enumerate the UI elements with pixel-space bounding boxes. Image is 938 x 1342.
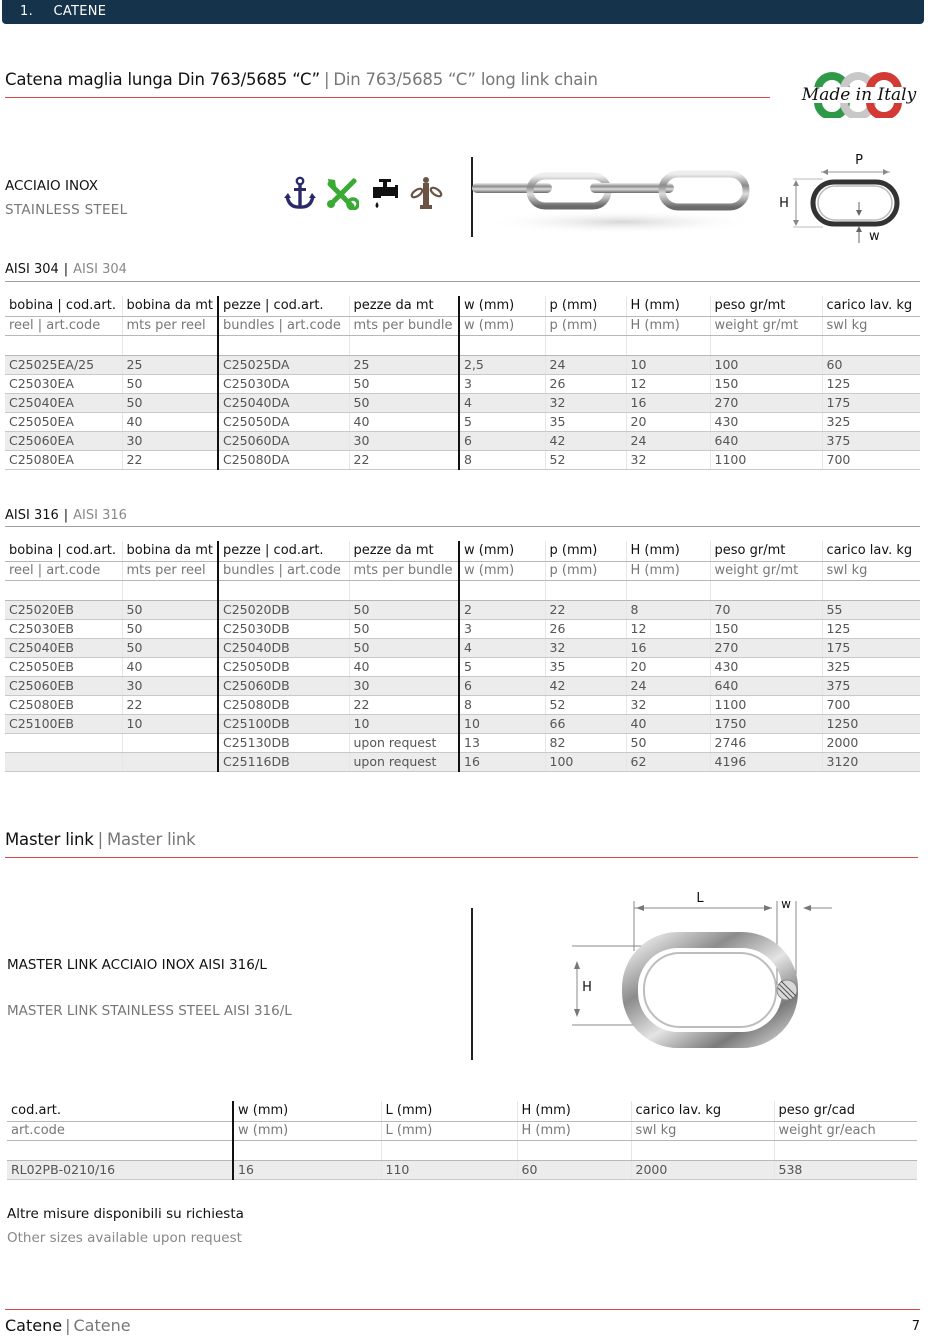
table-row-cell: 2000 — [631, 1160, 774, 1179]
table-row-cell: 30 — [122, 676, 218, 695]
table-row-cell: C25060DB — [218, 676, 349, 695]
table-row-cell: 50 — [349, 600, 459, 619]
footer-title-en: Catene — [73, 1316, 131, 1335]
header-row-en-cell: p (mm) — [545, 316, 626, 335]
table-row-cell: C25040DB — [218, 638, 349, 657]
header-row-en-cell: swl kg — [822, 316, 920, 335]
spacer-row-cell — [459, 335, 545, 355]
table-row-cell: C25130DB — [218, 733, 349, 752]
header-row-en-cell: swl kg — [822, 561, 920, 580]
diagram-label-p: P — [855, 153, 863, 168]
material-en: STAINLESS STEEL — [5, 202, 128, 218]
header-row-it-cell: H (mm) — [626, 541, 710, 561]
table-row-cell: 16 — [233, 1160, 381, 1179]
header-row-en-cell: w (mm) — [459, 316, 545, 335]
table-row-cell: 150 — [710, 619, 822, 638]
table-row-cell: 325 — [822, 412, 920, 431]
table-row-cell: 8 — [626, 600, 710, 619]
spacer-row-cell — [545, 580, 626, 600]
chain-photo — [472, 160, 762, 240]
table-row-cell: 110 — [381, 1160, 517, 1179]
aisi-316-table — [5, 541, 920, 772]
master-link-desc-it: MASTER LINK ACCIAIO INOX AISI 316/L — [7, 957, 267, 973]
table-row-cell: 50 — [122, 393, 218, 412]
spacer-row-cell — [233, 1140, 381, 1160]
table-row-cell — [122, 733, 218, 752]
table-row — [5, 733, 920, 752]
header-row-en-cell: weight gr/mt — [710, 316, 822, 335]
table-row-cell: 22 — [122, 695, 218, 714]
table-row-cell — [122, 752, 218, 771]
table-row-cell: C25050EB — [5, 657, 122, 676]
table-row-cell: 4 — [459, 393, 545, 412]
table-row-cell: C25080EA — [5, 450, 122, 469]
material-it: ACCIAIO INOX — [5, 178, 99, 194]
header-row-it-cell: peso gr/mt — [710, 296, 822, 316]
table-row-cell: 3120 — [822, 752, 920, 771]
aisi-304-label-it: AISI 304 — [5, 262, 59, 277]
header-row-en-cell: weight gr/mt — [710, 561, 822, 580]
table-row-cell: 32 — [545, 393, 626, 412]
table-row-cell: upon request — [349, 752, 459, 771]
spacer-row-cell — [710, 580, 822, 600]
aisi-304-rule — [5, 281, 920, 282]
aisi-304-separator: | — [63, 262, 69, 277]
footer-title — [5, 1316, 131, 1335]
header-row-it-cell: H (mm) — [626, 296, 710, 316]
table-row-cell: 82 — [545, 733, 626, 752]
header-row-en-cell: art.code — [7, 1121, 233, 1140]
availability-note-en: Other sizes available upon request — [7, 1230, 242, 1246]
table-row-cell: C25116DB — [218, 752, 349, 771]
spacer-row-cell — [626, 580, 710, 600]
table-row-cell: 640 — [710, 431, 822, 450]
water-tap-icon — [367, 176, 401, 210]
table-row-cell: 24 — [545, 355, 626, 374]
spacer-row — [5, 335, 920, 355]
spacer-row-cell — [822, 580, 920, 600]
made-in-italy-logo — [796, 68, 922, 118]
table-row-cell: 30 — [349, 676, 459, 695]
master-link-title-it: Master link — [5, 830, 94, 849]
table-row-cell: 1250 — [822, 714, 920, 733]
table-row-cell: upon request — [349, 733, 459, 752]
table-row — [5, 638, 920, 657]
table-row-cell: 52 — [545, 450, 626, 469]
availability-note-it: Altre misure disponibili su richiesta — [7, 1206, 244, 1222]
header-row-en-cell: swl kg — [631, 1121, 774, 1140]
header-row-it-cell: w (mm) — [459, 541, 545, 561]
header-row-en-cell: H (mm) — [626, 316, 710, 335]
table-row — [5, 657, 920, 676]
table-row-cell: C25020EB — [5, 600, 122, 619]
table-row-cell: 6 — [459, 676, 545, 695]
table-row-cell: 26 — [545, 619, 626, 638]
table-row-cell: 325 — [822, 657, 920, 676]
spacer-row — [7, 1140, 917, 1160]
table-row-cell: 5 — [459, 657, 545, 676]
table-row-cell: 30 — [349, 431, 459, 450]
diagram-label-h: H — [779, 196, 789, 211]
header-row-it-cell: bobina da mt — [122, 296, 218, 316]
table-row-cell: 52 — [545, 695, 626, 714]
ml-label-w: w — [781, 897, 791, 911]
table-row-cell: 6 — [459, 431, 545, 450]
table-row-cell: 32 — [545, 638, 626, 657]
table-row-cell: 50 — [626, 733, 710, 752]
table-row-cell: 42 — [545, 431, 626, 450]
table-row-cell: 50 — [349, 374, 459, 393]
table-row — [5, 695, 920, 714]
table-row-cell: C25030DA — [218, 374, 349, 393]
spacer-row-cell — [7, 1140, 233, 1160]
chain-link-dimension-diagram — [775, 150, 915, 245]
table-row-cell: 26 — [545, 374, 626, 393]
table-row-cell: 25 — [122, 355, 218, 374]
table-row-cell: 1100 — [710, 450, 822, 469]
table-row — [5, 431, 920, 450]
table-row-cell: 175 — [822, 393, 920, 412]
table-row-cell: C25100EB — [5, 714, 122, 733]
header-row-it-cell: peso gr/cad — [774, 1101, 917, 1121]
header-row-it-cell: carico lav. kg — [822, 541, 920, 561]
table-row-cell: 125 — [822, 619, 920, 638]
anchor-icon — [283, 176, 317, 210]
header-row-en-cell: bundles | art.code — [218, 316, 349, 335]
section-header-bar — [2, 0, 924, 24]
table-row-cell: 640 — [710, 676, 822, 695]
aisi-316-separator: | — [63, 508, 69, 523]
aisi-304-heading — [5, 262, 127, 277]
header-row-en-cell: reel | art.code — [5, 561, 122, 580]
bollard-chain-icon — [409, 176, 443, 210]
spacer-row-cell — [381, 1140, 517, 1160]
table-row-cell: 40 — [349, 657, 459, 676]
master-link-underline — [5, 857, 918, 858]
table-row-cell: C25040EA — [5, 393, 122, 412]
table-row-cell: 32 — [626, 695, 710, 714]
table-row-cell: 40 — [349, 412, 459, 431]
footer-title-it: Catene — [5, 1316, 63, 1335]
master-link-table — [7, 1101, 917, 1180]
product-title-it: Catena maglia lunga Din 763/5685 “C” — [5, 70, 320, 89]
table-row-cell: C25060DA — [218, 431, 349, 450]
table-row-cell: 700 — [822, 695, 920, 714]
table-row-cell: 3 — [459, 374, 545, 393]
table-row-cell: 16 — [626, 638, 710, 657]
header-row-en-cell: mts per reel — [122, 561, 218, 580]
table-row — [5, 619, 920, 638]
table-row-cell: 4196 — [710, 752, 822, 771]
table-row — [5, 600, 920, 619]
table-row-cell: 375 — [822, 431, 920, 450]
table-row — [5, 355, 920, 374]
header-row-en-cell: weight gr/each — [774, 1121, 917, 1140]
header-row-it-cell: carico lav. kg — [631, 1101, 774, 1121]
spacer-row-cell — [631, 1140, 774, 1160]
table-row-cell: 40 — [626, 714, 710, 733]
table-row-cell: 8 — [459, 695, 545, 714]
table-row-cell: 50 — [122, 638, 218, 657]
spacer-row-cell — [218, 335, 349, 355]
header-row-it-cell: carico lav. kg — [822, 296, 920, 316]
table-row-cell: C25020DB — [218, 600, 349, 619]
master-link-title — [5, 830, 196, 849]
table-row-cell: 40 — [122, 412, 218, 431]
table-row — [5, 714, 920, 733]
table-row-cell: 4 — [459, 638, 545, 657]
header-row-it — [7, 1101, 917, 1121]
table-row-cell: C25025EA/25 — [5, 355, 122, 374]
footer-separator: | — [65, 1316, 71, 1335]
table-row-cell: 2746 — [710, 733, 822, 752]
table-row-cell: C25030EB — [5, 619, 122, 638]
master-link-separator: | — [97, 830, 103, 849]
header-row-it-cell: bobina da mt — [122, 541, 218, 561]
table-row-cell: 375 — [822, 676, 920, 695]
header-row-it-cell: pezze da mt — [349, 296, 459, 316]
section-label: CATENE — [53, 4, 107, 19]
table-row-cell: C25060EA — [5, 431, 122, 450]
spacer-row-cell — [774, 1140, 917, 1160]
header-row-it-cell: L (mm) — [381, 1101, 517, 1121]
table-row — [5, 374, 920, 393]
table-row-cell: 22 — [349, 450, 459, 469]
spacer-row-cell — [218, 580, 349, 600]
table-row-cell: C25080DA — [218, 450, 349, 469]
header-row-it-cell: pezze | cod.art. — [218, 541, 349, 561]
header-row-it-cell: cod.art. — [7, 1101, 233, 1121]
table-row-cell: 1100 — [710, 695, 822, 714]
table-row-cell: 24 — [626, 431, 710, 450]
title-separator: | — [324, 70, 330, 89]
product-title-en: Din 763/5685 “C” long link chain — [333, 70, 598, 89]
header-row-en-cell: p (mm) — [545, 561, 626, 580]
tools-icon — [325, 176, 359, 210]
table-row-cell: 50 — [122, 374, 218, 393]
table-row-cell: 538 — [774, 1160, 917, 1179]
table-row-cell: 55 — [822, 600, 920, 619]
table-row-cell: 66 — [545, 714, 626, 733]
master-link-photo — [572, 885, 837, 1055]
table-row-cell: C25040DA — [218, 393, 349, 412]
spacer-row — [5, 580, 920, 600]
aisi-316-label-it: AISI 316 — [5, 508, 59, 523]
master-link-divider — [471, 908, 473, 1060]
table-row — [5, 393, 920, 412]
header-row-it-cell: w (mm) — [233, 1101, 381, 1121]
header-row-it-cell: peso gr/mt — [710, 541, 822, 561]
table-row — [5, 450, 920, 469]
header-row-it-cell: p (mm) — [545, 296, 626, 316]
diagram-label-w: w — [869, 229, 880, 244]
spacer-row-cell — [5, 580, 122, 600]
table-row-cell: 1750 — [710, 714, 822, 733]
table-row-cell: C25060EB — [5, 676, 122, 695]
header-row-en-cell: reel | art.code — [5, 316, 122, 335]
header-row-en-cell: H (mm) — [517, 1121, 631, 1140]
header-row-en-cell: mts per reel — [122, 316, 218, 335]
table-row — [7, 1160, 917, 1179]
header-row-it-cell: bobina | cod.art. — [5, 296, 122, 316]
header-row-en-cell: L (mm) — [381, 1121, 517, 1140]
table-row-cell: C25050DA — [218, 412, 349, 431]
table-row-cell: 50 — [349, 638, 459, 657]
table-row — [5, 412, 920, 431]
page-number: 7 — [911, 1319, 920, 1334]
aisi-304-label-en: AISI 304 — [73, 262, 127, 277]
header-row-it-cell: p (mm) — [545, 541, 626, 561]
table-row-cell: 40 — [122, 657, 218, 676]
table-row — [5, 752, 920, 771]
table-row-cell: C25100DB — [218, 714, 349, 733]
table-row-cell: C25025DA — [218, 355, 349, 374]
table-row-cell: 700 — [822, 450, 920, 469]
header-row-en-cell: mts per bundle — [349, 316, 459, 335]
table-row — [5, 676, 920, 695]
table-row-cell: 270 — [710, 393, 822, 412]
spacer-row-cell — [545, 335, 626, 355]
spacer-row-cell — [822, 335, 920, 355]
product-title — [5, 70, 598, 89]
table-row-cell: C25040EB — [5, 638, 122, 657]
table-row-cell: 25 — [349, 355, 459, 374]
section-number: 1. — [20, 4, 34, 19]
header-row-en-cell: w (mm) — [233, 1121, 381, 1140]
table-row-cell: 60 — [517, 1160, 631, 1179]
table-row-cell: 10 — [459, 714, 545, 733]
table-row-cell: 10 — [122, 714, 218, 733]
table-row-cell: 30 — [122, 431, 218, 450]
usage-icons — [283, 176, 443, 210]
table-row-cell: 16 — [459, 752, 545, 771]
footer-rule — [5, 1309, 920, 1310]
table-row-cell: 8 — [459, 450, 545, 469]
table-row-cell: C25080DB — [218, 695, 349, 714]
table-row-cell: 12 — [626, 374, 710, 393]
header-row-it-cell: bobina | cod.art. — [5, 541, 122, 561]
table-row-cell: C25050EA — [5, 412, 122, 431]
table-row-cell: RL02PB-0210/16 — [7, 1160, 233, 1179]
table-row-cell: 3 — [459, 619, 545, 638]
table-row-cell: 430 — [710, 657, 822, 676]
table-row-cell: 24 — [626, 676, 710, 695]
table-row-cell: 2000 — [822, 733, 920, 752]
spacer-row-cell — [517, 1140, 631, 1160]
header-row-en — [5, 316, 920, 335]
table-row-cell: 5 — [459, 412, 545, 431]
spacer-row-cell — [122, 580, 218, 600]
table-row-cell: 100 — [710, 355, 822, 374]
table-row-cell: 22 — [349, 695, 459, 714]
table-row-cell: 175 — [822, 638, 920, 657]
table-row-cell: 10 — [349, 714, 459, 733]
ml-label-l: L — [696, 891, 704, 906]
table-row-cell: 2 — [459, 600, 545, 619]
table-row-cell: 35 — [545, 412, 626, 431]
ml-label-h: H — [582, 980, 592, 995]
spacer-row-cell — [626, 335, 710, 355]
aisi-316-heading — [5, 508, 127, 523]
header-row-it-cell: pezze | cod.art. — [218, 296, 349, 316]
header-row-en — [5, 561, 920, 580]
master-link-title-en: Master link — [106, 830, 196, 849]
table-row-cell: C25030DB — [218, 619, 349, 638]
table-row-cell: 12 — [626, 619, 710, 638]
table-row-cell: C25030EA — [5, 374, 122, 393]
table-row-cell: 430 — [710, 412, 822, 431]
table-row-cell: 22 — [122, 450, 218, 469]
table-row-cell: 10 — [626, 355, 710, 374]
table-row-cell: 22 — [545, 600, 626, 619]
table-row-cell: 13 — [459, 733, 545, 752]
table-row-cell: 270 — [710, 638, 822, 657]
header-row-en-cell: bundles | art.code — [218, 561, 349, 580]
spacer-row-cell — [122, 335, 218, 355]
table-row-cell: 42 — [545, 676, 626, 695]
header-row-en-cell: H (mm) — [626, 561, 710, 580]
table-row-cell: 62 — [626, 752, 710, 771]
header-row-en-cell: mts per bundle — [349, 561, 459, 580]
aisi-316-label-en: AISI 316 — [73, 508, 127, 523]
aisi-316-rule — [5, 526, 920, 527]
table-row-cell: 150 — [710, 374, 822, 393]
table-row-cell: 100 — [545, 752, 626, 771]
table-row-cell: C25050DB — [218, 657, 349, 676]
table-row-cell: 20 — [626, 412, 710, 431]
header-row-it — [5, 296, 920, 316]
table-row-cell: 50 — [122, 600, 218, 619]
table-row-cell: 50 — [122, 619, 218, 638]
table-row-cell: 32 — [626, 450, 710, 469]
logo-text: Made in Italy — [801, 85, 917, 105]
header-row-it-cell: w (mm) — [459, 296, 545, 316]
table-row-cell: 60 — [822, 355, 920, 374]
table-row-cell: 50 — [349, 619, 459, 638]
table-row-cell — [5, 752, 122, 771]
aisi-304-table — [5, 296, 920, 470]
table-row-cell: 16 — [626, 393, 710, 412]
title-underline — [5, 97, 770, 98]
header-row-en-cell: w (mm) — [459, 561, 545, 580]
header-row-it-cell: H (mm) — [517, 1101, 631, 1121]
table-row-cell: 2,5 — [459, 355, 545, 374]
header-row-en — [7, 1121, 917, 1140]
table-row-cell: 125 — [822, 374, 920, 393]
table-row-cell: C25080EB — [5, 695, 122, 714]
header-row-it — [5, 541, 920, 561]
table-row-cell — [5, 733, 122, 752]
spacer-row-cell — [459, 580, 545, 600]
table-row-cell: 70 — [710, 600, 822, 619]
header-row-it-cell: pezze da mt — [349, 541, 459, 561]
spacer-row-cell — [710, 335, 822, 355]
table-row-cell: 50 — [349, 393, 459, 412]
spacer-row-cell — [349, 580, 459, 600]
table-row-cell: 35 — [545, 657, 626, 676]
spacer-row-cell — [349, 335, 459, 355]
table-row-cell: 20 — [626, 657, 710, 676]
spacer-row-cell — [5, 335, 122, 355]
master-link-desc-en: MASTER LINK STAINLESS STEEL AISI 316/L — [7, 1003, 292, 1019]
